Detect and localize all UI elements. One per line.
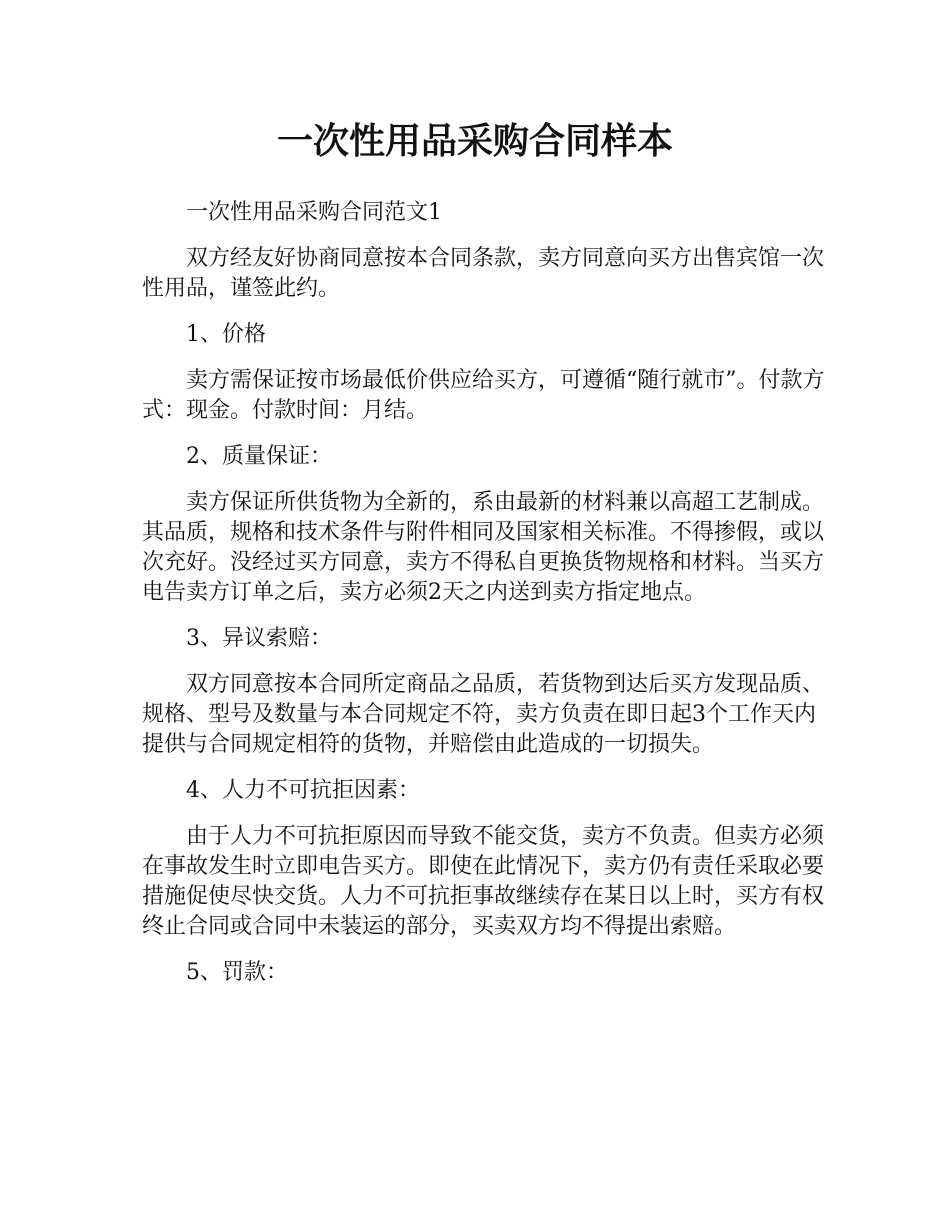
paragraph-price: 卖方需保证按市场最低价供应给买方，可遵循“随行就市”。付款方式：现金。付款时间：月结。: [142, 368, 825, 423]
document-title: 一次性用品采购合同样本: [276, 121, 673, 162]
section-heading-force-majeure: 4、人力不可抗拒因素：: [186, 778, 420, 803]
paragraph-quality: 卖方保证所供货物为全新的，系由最新的材料兼以高超工艺制成。其品质，规格和技术条件与附件相同及国家相关标准。不得掺假，或以次充好。没经过买方同意，卖方不得私自更换货物规格和材料。当买方电告卖方订单之后，卖方必须2天之内送到卖方指定地点。: [142, 490, 825, 605]
paragraph-intro: 双方经友好协商同意按本合同条款，卖方同意向买方出售宾馆一次性用品，谨签此约。: [142, 246, 825, 301]
section-heading-price: 1、价格: [186, 322, 266, 347]
section-heading-claims: 3、异议索赔：: [186, 626, 332, 651]
section-heading-penalty: 5、罚款：: [186, 960, 288, 985]
section-heading-quality: 2、质量保证：: [186, 444, 332, 469]
paragraph-force-majeure: 由于人力不可抗拒原因而导致不能交货，卖方不负责。但卖方必须在事故发生时立即电告买方。即使在此情况下，卖方仍有责任采取必要措施促使尽快交货。人力不可抗拒事故继续存在某日以上时，买方有权终止合同或合同中未装运的部分，买卖双方均不得提出索赔。: [142, 824, 825, 939]
paragraph-heading-sample: 一次性用品采购合同范文1: [186, 200, 442, 225]
paragraph-claims: 双方同意按本合同所定商品之品质，若货物到达后买方发现品质、规格、型号及数量与本合同规定不符，卖方负责在即日起3个工作天内提供与合同规定相符的货物，并赔偿由此造成的一切损失。: [142, 672, 825, 757]
document-body: [142, 198, 832, 1004]
